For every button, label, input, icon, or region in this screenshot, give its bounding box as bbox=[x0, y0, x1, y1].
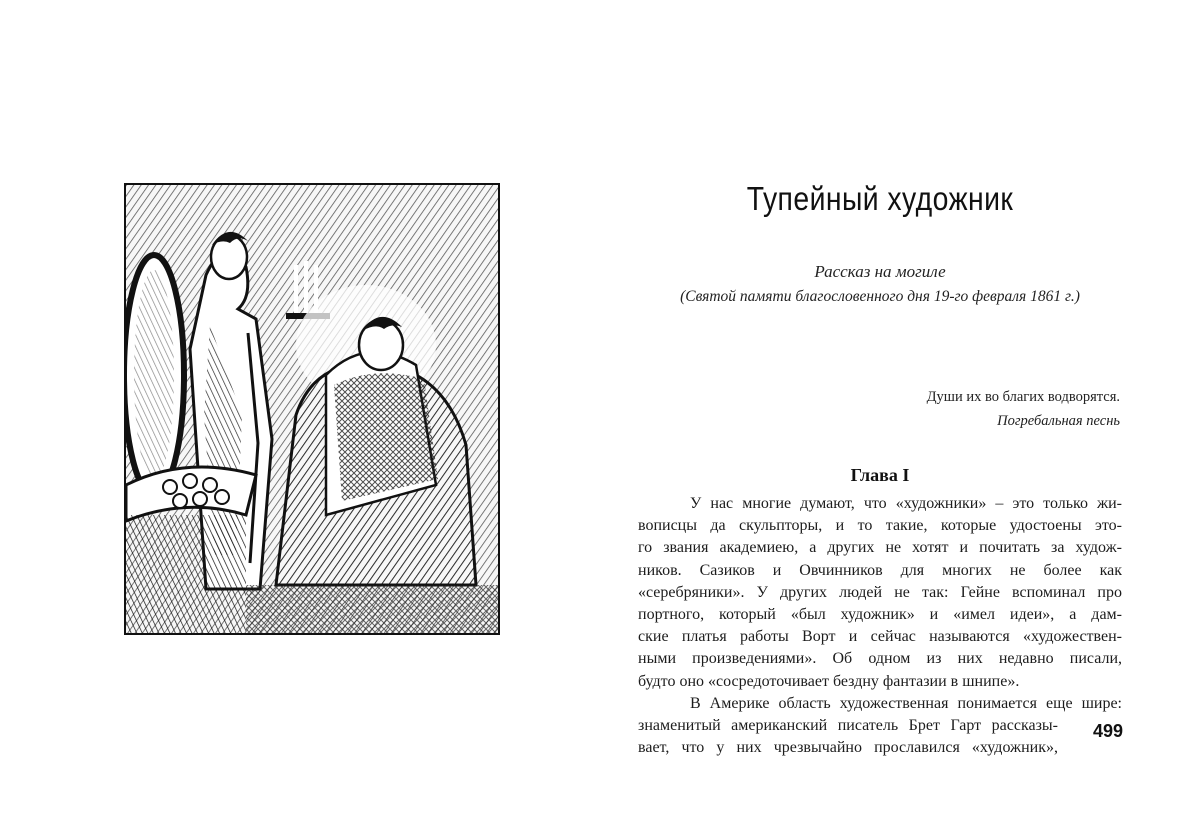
text-line: ские платья работы Ворт и сейчас называются «художествен- bbox=[638, 628, 1122, 646]
engraving-illustration bbox=[124, 183, 500, 635]
text-line: «серебряники». У других людей не так: Гейне вспоминал про bbox=[638, 583, 1122, 601]
page-number: 499 bbox=[1093, 721, 1124, 741]
story-title: Тупейный художник bbox=[746, 180, 1014, 217]
text-line: У нас многие думают, что «художники» – это только жи- bbox=[690, 495, 1122, 512]
text-line: вописцы да скульпторы, и то такие, которые удостоены это- bbox=[638, 517, 1122, 535]
text-line: В Америке область художественная понимается еще шире: bbox=[690, 694, 1122, 712]
body-text bbox=[638, 493, 1122, 759]
epigraph-text: Души их во благих водворятся. bbox=[926, 389, 1120, 405]
chapter-heading: Глава I bbox=[850, 465, 910, 485]
text-line: ников. Сазиков и Овчинников для многих не более как bbox=[638, 561, 1122, 579]
story-dedication: (Святой памяти благословенного дня 19-го февраля 1861 г.) bbox=[680, 288, 1080, 305]
text-line: знаменитый американский писатель Брет Гарт рассказы- bbox=[638, 716, 1058, 734]
text-line: ными произведениями». Об одном из них недавно писали, bbox=[638, 650, 1122, 668]
text-line: портного, который «был художник» и «имел идеи», а дам- bbox=[638, 605, 1122, 623]
epigraph bbox=[820, 385, 1120, 433]
story-subtitle: Рассказ на могиле bbox=[814, 262, 946, 281]
text-line: вает, что у них чрезвычайно прославился «художник», bbox=[638, 739, 1058, 757]
text-line: го звания академиею, а других не хотят и почитать за худож- bbox=[638, 539, 1122, 557]
illustration-drawing bbox=[126, 185, 498, 633]
text-line: будто оно «сосредоточивает бездну фантазии в шнипе». bbox=[638, 672, 1020, 690]
epigraph-source: Погребальная песнь bbox=[997, 413, 1120, 429]
